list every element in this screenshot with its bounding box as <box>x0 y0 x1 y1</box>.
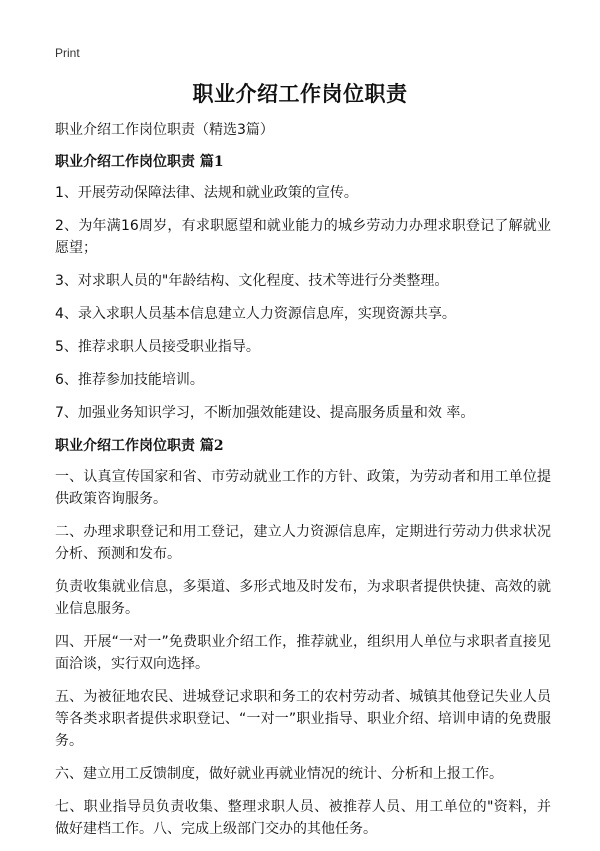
paragraph: 一、认真宣传国家和省、市劳动就业工作的方针、政策，为劳动者和用工单位提供政策咨询服务。 <box>55 469 551 507</box>
section-heading: 职业介绍工作岗位职责 篇2 <box>55 438 224 454</box>
paragraph: 5、推荐求职人员接受职业指导。 <box>55 339 260 355</box>
section-1 <box>55 151 551 424</box>
paragraph: 七、职业指导员负责收集、整理求职人员、被推荐人员、用工单位的"资料，并做好建档工作。八、完成上级部门交办的其他任务。 <box>55 799 551 837</box>
paragraph: 二、办理求职登记和用工登记，建立人力资源信息库，定期进行劳动力供求状况分析、预测和发布。 <box>55 524 551 562</box>
paragraph: 负责收集就业信息，多渠道、多形式地及时发布，为求职者提供快捷、高效的就业信息服务。 <box>55 579 551 617</box>
paragraph: 五、为被征地农民、进城登记求职和务工的农村劳动者、城镇其他登记失业人员等各类求职者提供求职登记、“一对一”职业指导、职业介绍、培训申请的免费服务。 <box>55 689 551 749</box>
print-label: Print <box>55 46 80 60</box>
document-body <box>55 119 551 851</box>
paragraph: 1、开展劳动保障法律、法规和就业政策的宣传。 <box>55 185 358 201</box>
paragraph: 4、录入求职人员基本信息建立人力资源信息库，实现资源共享。 <box>55 306 456 322</box>
section-heading: 职业介绍工作岗位职责 篇1 <box>55 154 224 170</box>
section-2 <box>55 435 551 840</box>
paragraph: 2、为年满16周岁，有求职愿望和就业能力的城乡劳动力办理求职登记了解就业愿望； <box>55 218 551 256</box>
paragraph: 四、开展“一对一”免费职业介绍工作，推荐就业，组织用人单位与求职者直接见面洽谈，实行双向选择。 <box>55 634 551 672</box>
paragraph: 6、推荐参加技能培训。 <box>55 372 204 388</box>
paragraph: 3、对求职人员的"年龄结构、文化程度、技术等进行分类整理。 <box>55 273 449 289</box>
paragraph: 7、加强业务知识学习，不断加强效能建设、提高服务质量和效 率。 <box>55 405 475 421</box>
document-subtitle: 职业介绍工作岗位职责（精选3篇） <box>55 122 274 138</box>
paragraph: 六、建立用工反馈制度，做好就业再就业情况的统计、分析和上报工作。 <box>55 766 503 782</box>
document-title: 职业介绍工作岗位职责 <box>192 82 408 106</box>
